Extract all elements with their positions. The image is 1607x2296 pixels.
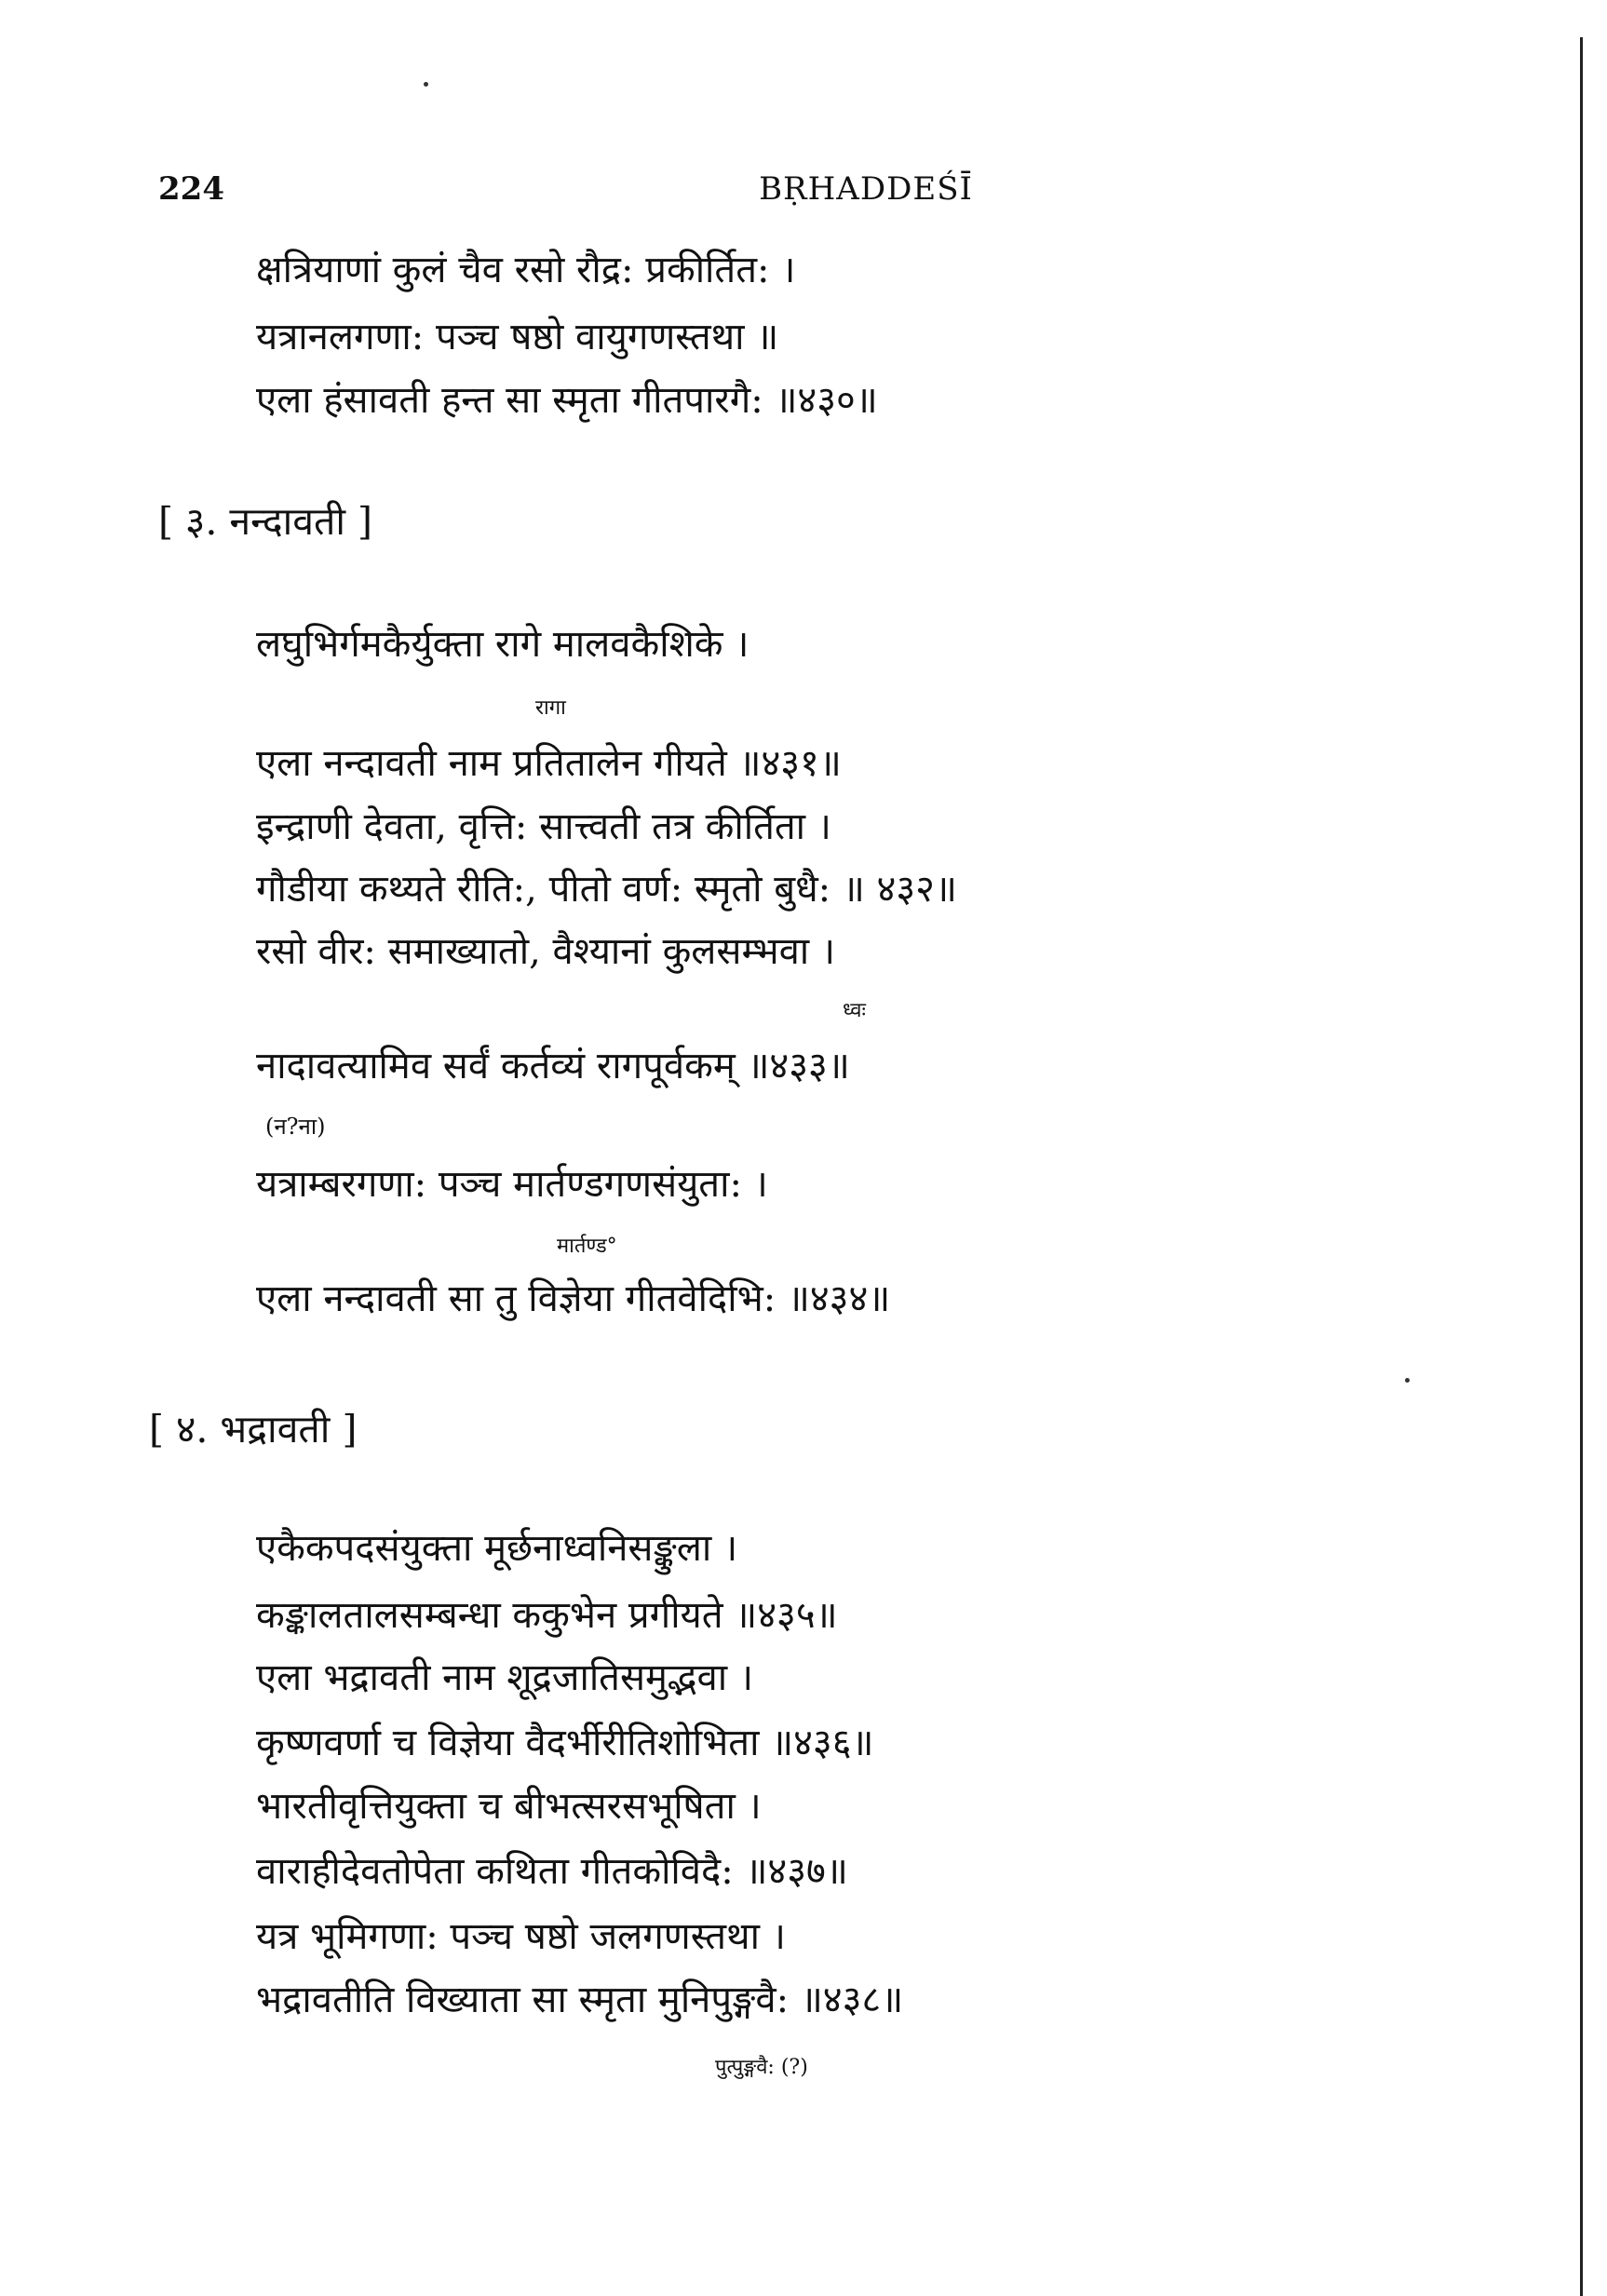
variant-note: ध्वः bbox=[843, 999, 866, 1022]
variant-note: (न?ना) bbox=[265, 1114, 326, 1140]
variant-note: रागा bbox=[535, 696, 566, 720]
verse-line: यत्रानलगणा: पञ्च षष्ठो वायुगणस्तथा ॥ bbox=[256, 316, 779, 358]
section-heading: [ ४. भद्रावती ] bbox=[149, 1407, 358, 1452]
verse-line: लघुभिर्गमकैर्युक्ता रागे मालवकैशिके । bbox=[256, 623, 749, 666]
verse-line: एकैकपदसंयुक्ता मूर्छनाध्वनिसङ्कुला । bbox=[256, 1527, 738, 1570]
scan-edge-line bbox=[1580, 37, 1583, 2296]
verse-line: कृष्णवर्णा च विज्ञेया वैदर्भीरीतिशोभिता ॥४३६॥ bbox=[256, 1722, 874, 1764]
verse-line: इन्द्राणी देवता, वृत्ति: सात्त्वती तत्र कीर्तिता । bbox=[256, 805, 831, 848]
verse-line: एला नन्दावती नाम प्रतितालेन गीयते ॥४३१॥ bbox=[256, 742, 842, 785]
verse-line: यत्राम्बरगणा: पञ्च मार्तण्डगणसंयुता: । bbox=[256, 1163, 768, 1206]
book-title: BṚHADDEŚĪ bbox=[759, 170, 973, 208]
verse-line: भारतीवृत्तियुक्ता च बीभत्सरसभूषिता । bbox=[256, 1785, 762, 1828]
verse-line: वाराहीदेवतोपेता कथिता गीतकोविदै: ॥४३७॥ bbox=[256, 1850, 848, 1893]
variant-note: मार्तण्ड° bbox=[557, 1235, 617, 1258]
verse-line: भद्रावतीति विख्याता सा स्मृता मुनिपुङ्गवै: ॥४३८॥ bbox=[256, 1979, 904, 2021]
scan-speck bbox=[1405, 1378, 1410, 1383]
page-number: 224 bbox=[158, 170, 224, 208]
verse-line: एला भद्रावती नाम शूद्रजातिसमुद्भवा । bbox=[256, 1656, 753, 1699]
scan-speck bbox=[424, 82, 428, 87]
verse-line: यत्र भूमिगणा: पञ्च षष्ठो जलगणस्तथा । bbox=[256, 1915, 786, 1958]
verse-line: एला हंसावती हन्त सा स्मृता गीतपारगै: ॥४३०॥ bbox=[256, 379, 878, 422]
verse-line: क्षत्रियाणां कुलं चैव रसो रौद्र: प्रकीर्तित: । bbox=[256, 249, 796, 291]
verse-line: एला नन्दावती सा तु विज्ञेया गीतवेदिभि: ॥४३४॥ bbox=[256, 1277, 891, 1320]
verse-line: रसो वीर: समाख्यातो, वैश्यानां कुलसम्भवा । bbox=[256, 930, 836, 973]
verse-line: नादावत्यामिव सर्वं कर्तव्यं रागपूर्वकम् ॥४३३॥ bbox=[256, 1045, 850, 1087]
verse-line: कङ्कालतालसम्बन्धा ककुभेन प्रगीयते ॥४३५॥ bbox=[256, 1594, 838, 1637]
variant-note: पुत्पुङ्गवै: (?) bbox=[715, 2056, 808, 2079]
running-header bbox=[158, 170, 1462, 217]
section-heading: [ ३. नन्दावती ] bbox=[158, 499, 373, 544]
verse-line: गौडीया कथ्यते रीति:, पीतो वर्ण: स्मृतो बुधै: ॥ ४३२॥ bbox=[256, 868, 957, 911]
